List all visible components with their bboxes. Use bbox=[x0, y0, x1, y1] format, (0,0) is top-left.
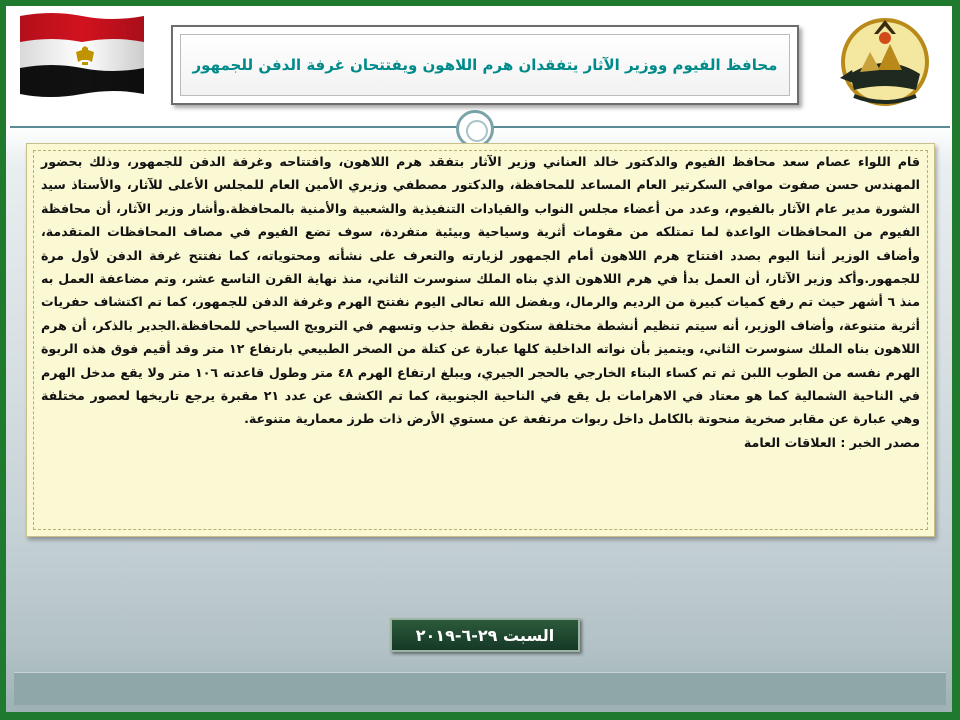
egypt-flag-icon bbox=[18, 10, 146, 98]
date-badge bbox=[390, 618, 580, 652]
article-body bbox=[41, 150, 920, 454]
fayoum-governorate-logo-icon bbox=[830, 12, 940, 112]
headline-inner-frame bbox=[180, 34, 790, 96]
publish-date: السبت ٢٩-٦-٢٠١٩ bbox=[415, 625, 555, 645]
article-source: مصدر الخبر : العلاقات العامة bbox=[743, 434, 920, 450]
footer-band bbox=[14, 672, 946, 705]
article-paragraph: قام اللواء عصام سعد محافظ الفيوم والدكتور خالد العناني وزير الآثار بتفقد هرم اللاهون، وافتتاحه وغرفة الدفن للجمهور، وذلك بحضور المهندس حسن صفوت موافي السكرتير العام المساعد للمحافظة، والدكتور مصطفي وزيري الأمين العام للمجلس الأعلى للآثار، والأستاذ سيد الشورة مدير عام الآثار بالفيوم، وعدد من أعضاء مجلس النواب والقيادات التنفيذية والشعبية والأمنية بالمحافظة.وأشار وزير الآثار، أن محافظة الفيوم من المحافظات الواعدة لما تمتلكه من مقومات أثرية وسياحية وبيئية متفردة، سوف تضع الفيوم في مصاف المحافظات المتقدمة، وأضاف الوزير أننا اليوم بصدد افتتاح هرم اللاهون أمام الجمهور لزيارته والتعرف على نشأته ومحتوياته، كما نفتتح غرفة الدفن لأول مرة للجمهور.وأكد وزير الآثار، أن العمل بدأ في هرم اللاهون الذي بناه الملك سنوسرت الثاني، منذ نهاية القرن التاسع عشر، وتم مضاعفة العمل به منذ ٦ أشهر حيث تم رفع كميات كبيرة من الرديم والرمال، وبفضل الله تعالى اليوم نفتتح الهرم وغرفة الدفن للجمهور، كما تم اكتشاف حفريات أثرية متنوعة، وأضاف الوزير، أنه سيتم تنظيم أنشطة مختلفة ستكون نقطة جذب وتسهم في الترويج السياحي للمحافظة.الجدير بالذكر، أن هرم اللاهون بناه الملك سنوسرت الثاني، ويتميز بأن نواته الداخلية كلها عبارة عن كتلة من الصخر الطبيعي بارتفاع ١٢ متر وقد أقيم فوق هذه الربوة الهرم نفسه من الطوب اللبن ثم تم كساء البناء الخارجي بالحجر الجيري، ويبلغ ارتفاع الهرم ٤٨ متر وطول قاعدته ١٠٦ متر ولا يقع مدخل الهرم في الناحية الشمالية كما هو معتاد في الاهرامات بل يقع في الناحية الجنوبية، كما تم الكشف عن عدد ٢١ مقبرة يرجع تاريخها لعصور مختلفة وهي عبارة عن مقابر صخرية منحوتة بالكامل داخل ربوات مرتفعة عن مستوي الأرض ذات طرز معمارية متنوعة. bbox=[41, 154, 920, 427]
article-box bbox=[26, 143, 935, 537]
page-title: محافظ الفيوم ووزير الآثار يتفقدان هرم اللاهون ويفتتحان غرفة الدفن للجمهور bbox=[192, 56, 778, 74]
headline-box bbox=[171, 25, 799, 105]
